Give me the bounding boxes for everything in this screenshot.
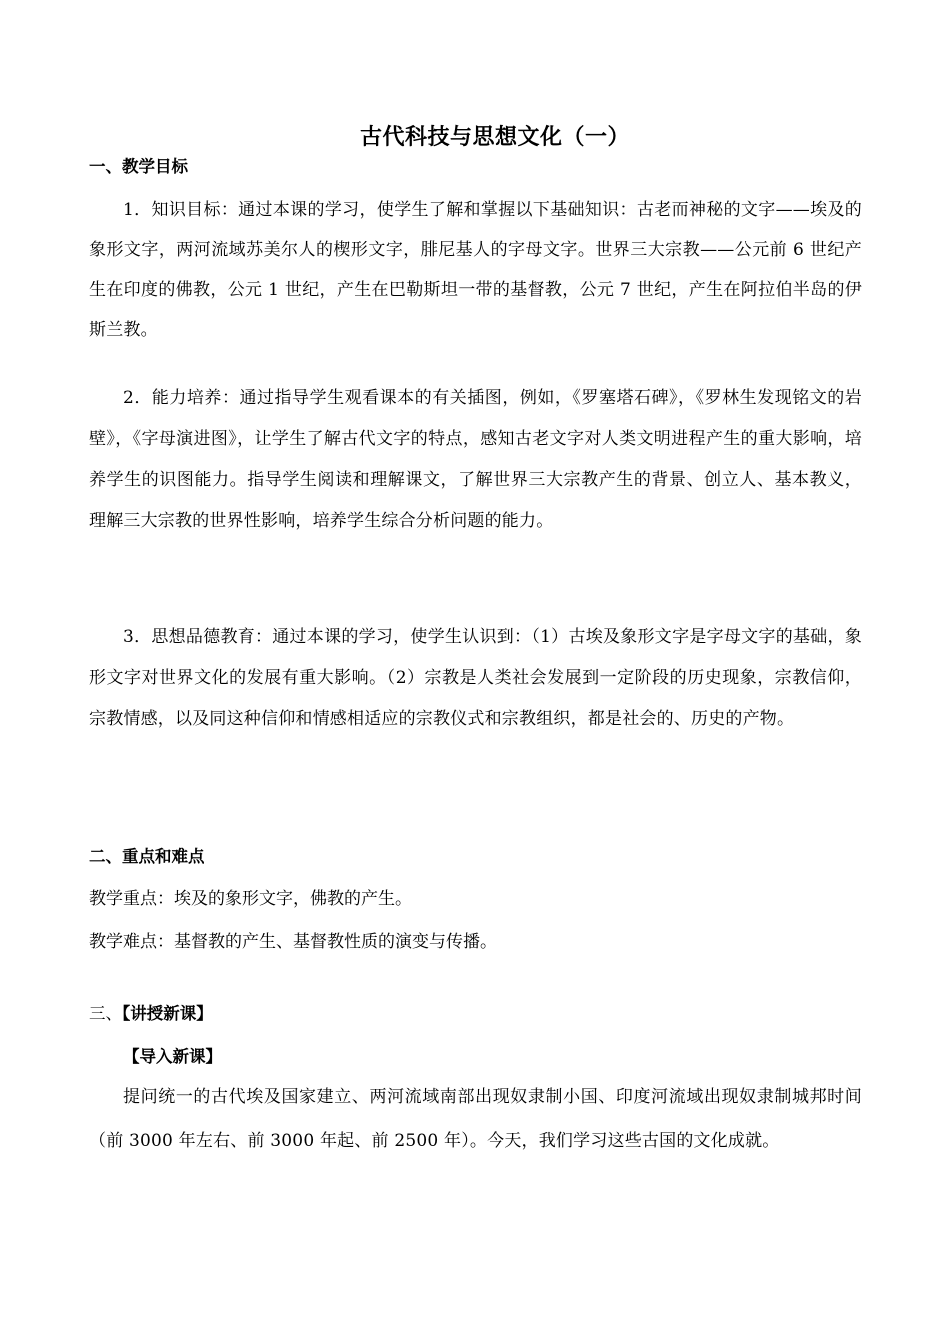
paragraph-moral-education: 3．思想品德教育：通过本课的学习，使学生认识到：（1）古埃及象形文字是字母文字的基础，象形文字对世界文化的发展有重大影响。（2）宗教是人类社会发展到一定阶段的历史现象，宗教信仰，宗教情感，以及同这种信仰和情感相适应的宗教仪式和宗教组织，都是社会的、历史的产物。 (89, 627, 862, 729)
subheading-lesson-intro: 【导入新课】 (123, 1047, 222, 1066)
teaching-difficulty-line: 教学难点：基督教的产生、基督教性质的演变与传播。 (89, 932, 497, 952)
paragraph-lesson-intro: 提问统一的古代埃及国家建立、两河流域南部出现奴隶制小国、印度河流域出现奴隶制城邦时间（前 3000 年左右、前 3000 年起、前 2500 年）。今天，我们学习这些古国的文化成就。 (89, 1087, 862, 1151)
section-number: 三、 (89, 1004, 122, 1023)
document-title: 古代科技与思想文化（一） (359, 124, 630, 150)
paragraph-ability-training: 2．能力培养：通过指导学生观看课本的有关插图，例如，《罗塞塔石碑》，《罗林生发现铭文的岩壁》，《字母演进图》，让学生了解古代文字的特点，感知古老文字对人类文明进程产生的重大影响，培养学生的识图能力。指导学生阅读和理解课文，了解世界三大宗教产生的背景、创立人、基本教义，理解三大宗教的世界性影响，培养学生综合分析问题的能力。 (89, 388, 862, 531)
section-title: 【讲授新课】 (122, 1004, 213, 1023)
section-heading-new-lesson (89, 1002, 213, 1026)
teaching-focus-line: 教学重点：埃及的象形文字，佛教的产生。 (89, 889, 412, 909)
section-heading-teaching-goals: 一、教学目标 (89, 157, 188, 176)
section-heading-key-points: 二、重点和难点 (89, 847, 205, 866)
paragraph-knowledge-goal: 1．知识目标：通过本课的学习，使学生了解和掌握以下基础知识：古老而神秘的文字——埃及的象形文字，两河流域苏美尔人的楔形文字，腓尼基人的字母文字。世界三大宗教——公元前 6 世纪产生在印度的佛教，公元 1 世纪，产生在巴勒斯坦一带的基督教，公元 7 世纪，产生在阿拉伯半岛的伊斯兰教。 (89, 200, 862, 340)
